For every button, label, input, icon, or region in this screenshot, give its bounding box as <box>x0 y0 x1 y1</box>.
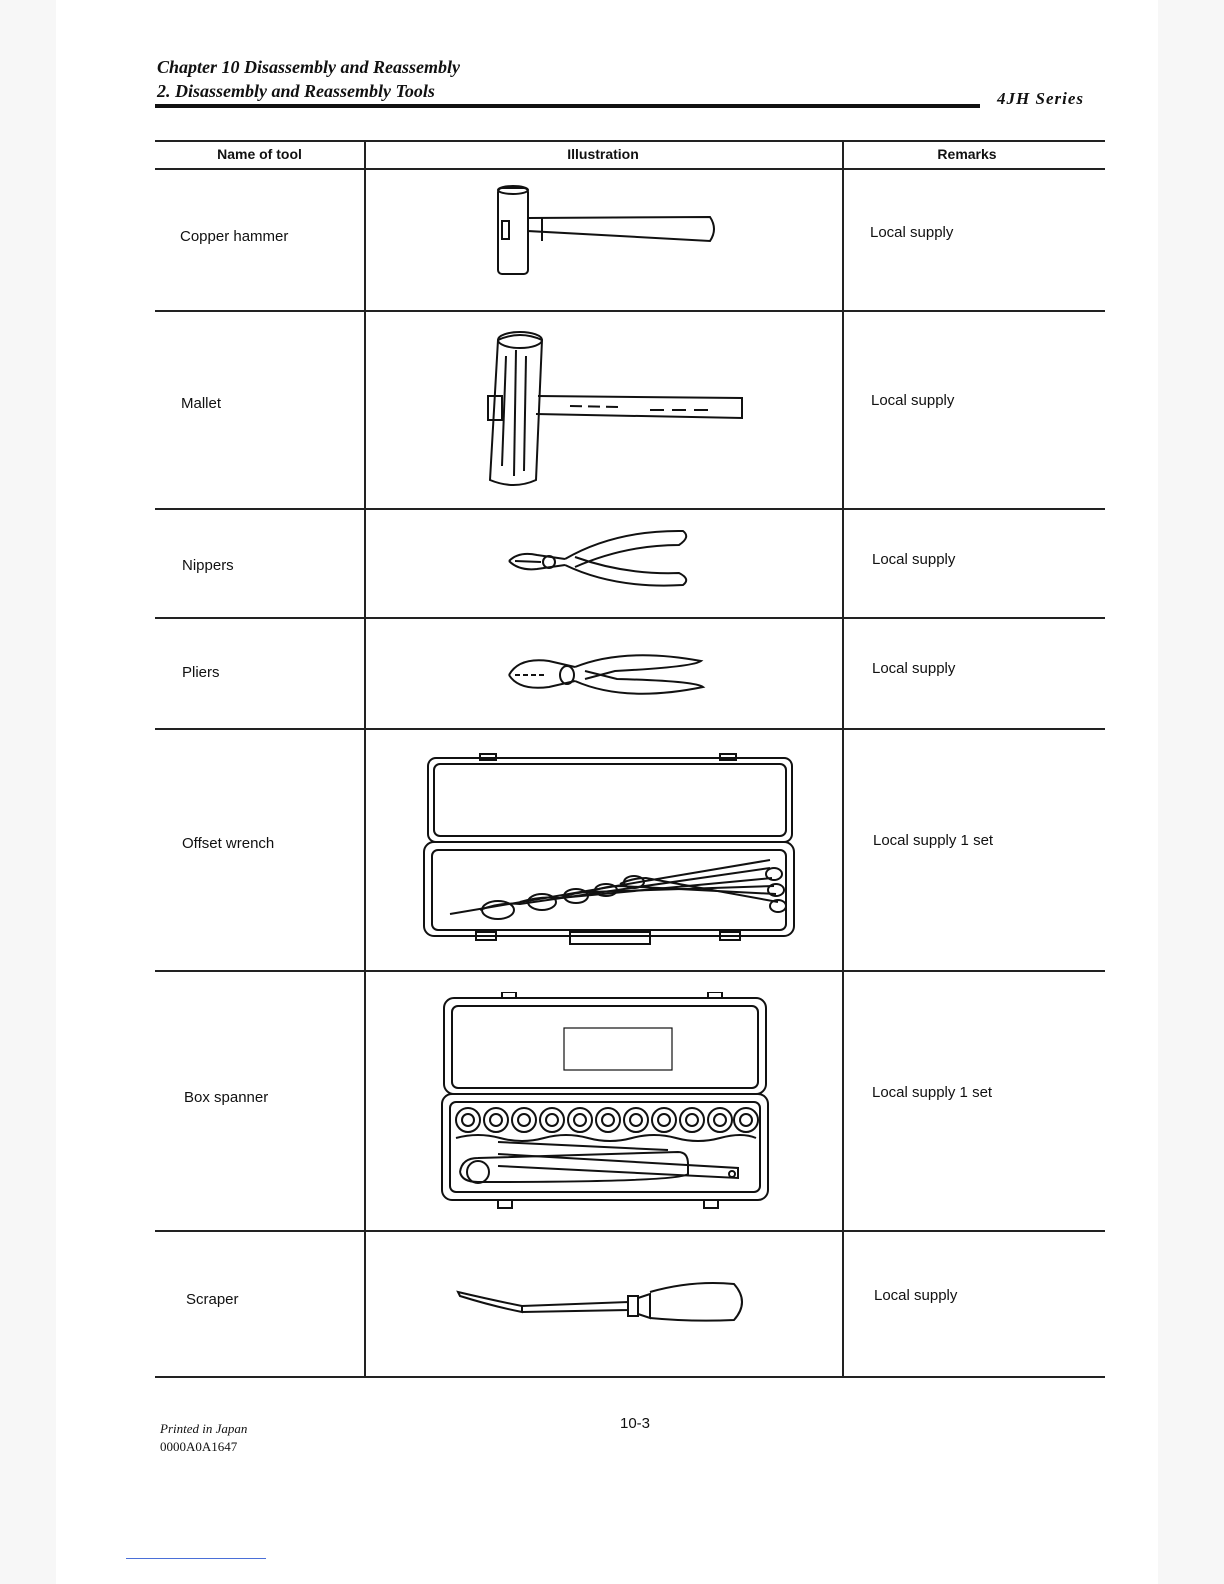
right-margin <box>1158 0 1224 1584</box>
box-spanner-set-icon <box>438 992 772 1210</box>
series-label: 4JH Series <box>997 89 1084 108</box>
chapter-title: Chapter 10 Disassembly and Reassembly <box>157 57 461 77</box>
row-divider <box>155 1230 1105 1232</box>
page-footer <box>160 1420 247 1456</box>
tool-name: Box spanner <box>184 1089 269 1106</box>
tool-name: Mallet <box>181 395 222 412</box>
scraper-icon <box>452 1276 756 1326</box>
tool-remark: Local supply 1 set <box>872 1084 993 1101</box>
row-divider <box>155 508 1105 510</box>
tool-name: Copper hammer <box>180 228 289 245</box>
column-divider <box>842 140 844 1378</box>
tool-remark: Local supply <box>872 551 956 568</box>
row-divider <box>155 310 1105 312</box>
page-header <box>157 55 460 103</box>
section-title: 2. Disassembly and Reassembly Tools <box>157 81 435 101</box>
table-top-rule <box>155 140 1105 142</box>
bottom-underline <box>126 1558 266 1559</box>
mallet-icon <box>480 326 750 496</box>
pliers-icon <box>505 645 715 705</box>
row-divider <box>155 617 1105 619</box>
left-margin <box>0 0 56 1584</box>
column-header-illustration: Illustration <box>567 146 639 162</box>
copper-hammer-icon <box>490 183 730 283</box>
tool-name: Offset wrench <box>182 835 275 852</box>
tool-remark: Local supply <box>871 392 955 409</box>
column-header-remarks: Remarks <box>937 146 997 162</box>
tool-name: Pliers <box>182 664 220 681</box>
table-bottom-rule <box>155 1376 1105 1378</box>
tool-name: Nippers <box>182 557 234 574</box>
tool-remark: Local supply <box>872 660 956 677</box>
tool-remark: Local supply 1 set <box>873 832 994 849</box>
document-code: 0000A0A1647 <box>160 1439 238 1454</box>
tool-remark: Local supply <box>874 1287 958 1304</box>
nippers-icon <box>505 525 695 595</box>
printed-label: Printed in Japan <box>160 1421 248 1436</box>
page-number: 10-3 <box>620 1415 651 1432</box>
tool-remark: Local supply <box>870 224 954 241</box>
row-divider <box>155 728 1105 730</box>
header-rule <box>155 104 980 108</box>
column-header-name: Name of tool <box>217 146 302 162</box>
column-divider <box>364 140 366 1378</box>
row-divider <box>155 970 1105 972</box>
offset-wrench-set-icon <box>420 752 800 948</box>
table-header-rule <box>155 168 1105 170</box>
tool-name: Scraper <box>186 1291 239 1308</box>
